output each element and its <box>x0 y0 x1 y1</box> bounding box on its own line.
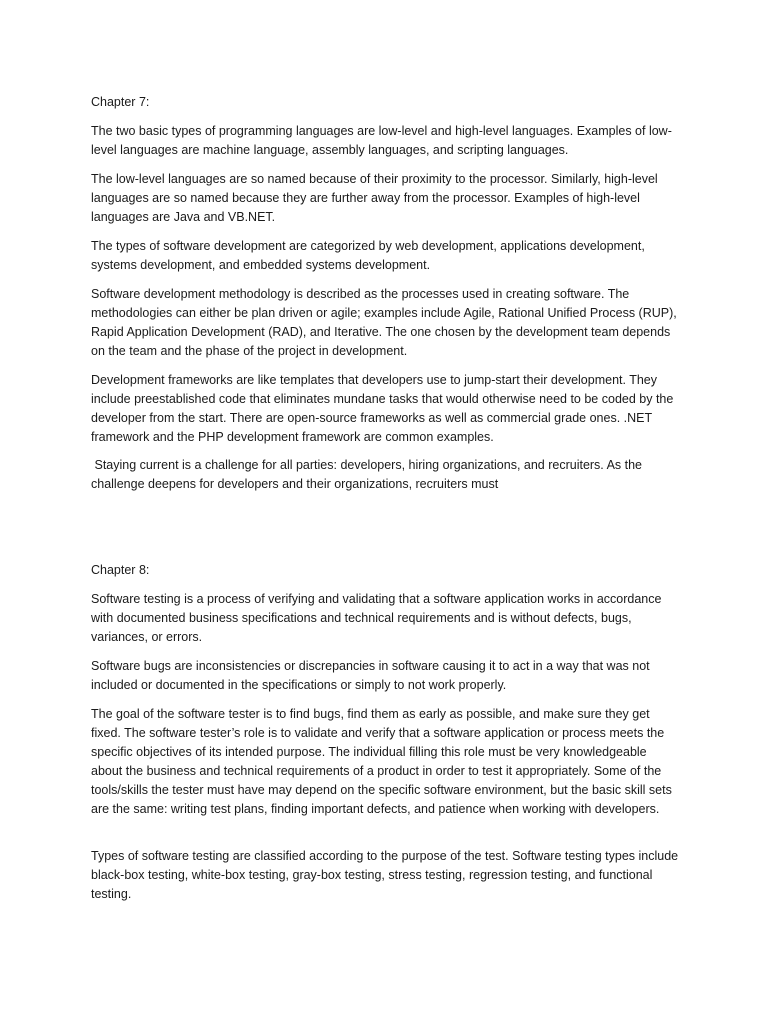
chapter-7-paragraph-5: Development frameworks are like templates that developers use to jump-start their development. They include preestablished code that eliminates mundane tasks that would otherwise need to be coded by the developer from the start. There are open-source frameworks as well as commercial grade ones. .NET framework and the PHP development framework are common examples. <box>91 373 674 444</box>
chapter-8-paragraph-4: Types of software testing are classified according to the purpose of the test. Software testing types include black-box testing, white-box testing, gray-box testing, stress testing, regression testing, and functional testing. <box>91 849 679 901</box>
chapter-8-paragraph-1: Software testing is a process of verifying and validating that a software application works in accordance with documented business specifications and technical requirements and is without defects, bugs, variances, or errors. <box>91 592 662 644</box>
chapter-7-heading: Chapter 7: <box>91 95 150 109</box>
chapter-7-paragraph-3: The types of software development are categorized by web development, applications development, systems development, and embedded systems development. <box>91 239 645 272</box>
chapter-8-paragraph-2: Software bugs are inconsistencies or discrepancies in software causing it to act in a way that was not included or documented in the specifications or simply to not work properly. <box>91 659 650 692</box>
chapter-8-heading: Chapter 8: <box>91 563 150 577</box>
chapter-7-paragraph-2: The low-level languages are so named because of their proximity to the processor. Similarly, high-level languages are so named because they are further away from the processor. Examples of high-level languages are Java and VB.NET. <box>91 172 658 224</box>
chapter-7-paragraph-6: Staying current is a challenge for all parties: developers, hiring organizations, and recruiters. As the challenge deepens for developers and their organizations, recruiters must <box>91 458 646 491</box>
chapter-8-paragraph-3: The goal of the software tester is to find bugs, find them as early as possible, and make sure they get fixed. The software tester’s role is to validate and verify that a software application or process meets the specific objectives of its intended purpose. The individual filling this role must be very knowledgeable about the business and technical requirements of a product in order to test it appropriately. Some of the tools/skills the tester must have may depend on the specific software environment, but the basic skill sets are the same: writing test plans, finding important defects, and patience when working with developers. <box>91 707 672 816</box>
chapter-7-paragraph-1: The two basic types of programming languages are low-level and high-level languages. Examples of low-level languages are machine language, assembly languages, and scripting languages. <box>91 124 672 157</box>
chapter-7-paragraph-4: Software development methodology is described as the processes used in creating software. The methodologies can either be plan driven or agile; examples include Agile, Rational Unified Process (RUP), Rapid Application Development (RAD), and Iterative. The one chosen by the development team depends on the team and the phase of the project in development. <box>91 287 677 358</box>
